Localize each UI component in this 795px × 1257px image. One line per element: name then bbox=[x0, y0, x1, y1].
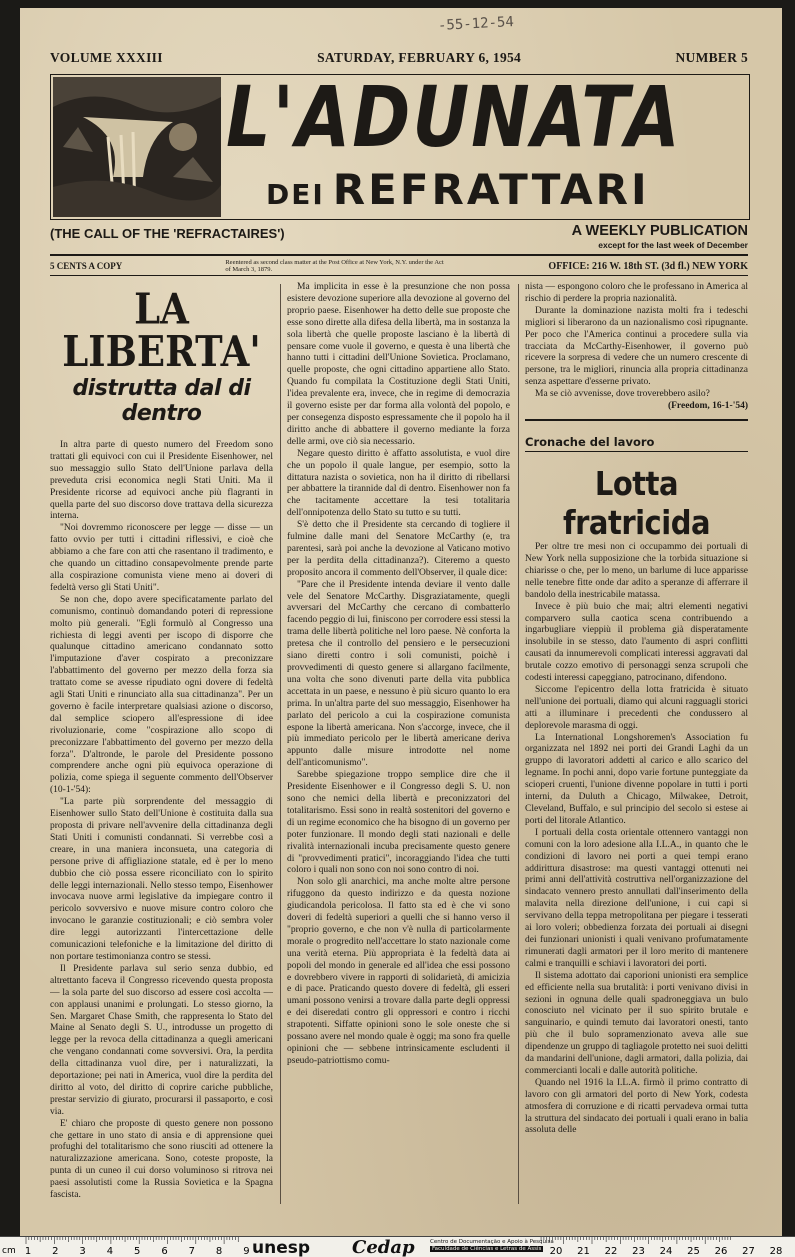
entered-notice: Reentered as second class matter at the Post Office at New York, N.Y. under the Act of March 3, 1879. bbox=[225, 258, 444, 273]
paragraph: Invece è più buio che mai; altri elementi negativi comparvero sulla caotica scena contribuendo a ingarbugliare vieppiù il problema già disperatamente insolubile in se stesso, dato l'aumento di aspri conflitti causati da innumerevoli complicati interessi aggravati dal brutale cozzo emotivo di personaggi senza scrupoli che codesti interessi capeggiano, patrocinano, difendono. bbox=[525, 601, 748, 684]
ruler-number: 23 bbox=[632, 1246, 645, 1257]
article2-body bbox=[525, 542, 748, 1137]
ruler-number: 21 bbox=[577, 1246, 590, 1257]
newspaper-page bbox=[20, 8, 782, 1236]
column-3 bbox=[525, 282, 748, 1212]
article1-headline: LA LIBERTA' bbox=[62, 283, 261, 377]
ruler-number: 1 bbox=[24, 1246, 32, 1257]
paragraph: "Pare che il Presidente intenda deviare il vento dalle vele del Senatore McCarthy. Disgraziatamente, quegli avversari del McCarthy che cercano di combatterlo facendo peggio di lui, finiscono per corrodere essi stessi la trama delle libertà politiche nel loro paese. Nè conforta la pretesa che il controllo del pensiero e le persecuzioni siano diretti contro i soli comunisti, poichè i provvedimenti di questo genere si allargano facilmente, una volta che sono divenuti parte della vita pubblica accettata in un paese, e nessuno è più sicuro quanto lo era prima. In un'altra parte del suo messaggio, Eisenhower ha parlato del pericolo a cui la cospirazione comunista espone la libertà americana. Non s'accorge, invece, che il più immediato pericolo per le libertà americane deriva appunto dalle misure introdotte nel nome dell'anticomunismo". bbox=[287, 579, 510, 769]
number-label: NUMBER 5 bbox=[675, 50, 748, 65]
article1-body-col1 bbox=[50, 440, 273, 1202]
paragraph: Negare questo diritto è affatto assolutista, e vuol dire che un popolo il quale langue, per esempio, sotto la dittatura nazista o sovietica, non ha il diritto di ribellarsi per abbattere la tirannide dal di dentro. Eisenhower non fa che tacitamente accettare la tesi totalitaria dell'onnipotenza dello Stato su tutto e su tutti. bbox=[287, 448, 510, 519]
paragraph: S'è detto che il Presidente sta cercando di togliere il fulmine dalle mani del Senatore McCarthy (e, tra parentesi, sarà poi anche la devozione al Vaticano motivo per la perdita della cittadinanza?). Citeremo a questo proposito ancora il commento dell'Observer, il quale dice: bbox=[287, 520, 510, 578]
paragraph: La International Longshoremen's Association fu organizzata nel 1892 nei porti dei Grandi Laghi da un gruppo di lavoratori addetti al carico e allo scarico del legname. In pochi anni, dopo varie fortune punteggiate da scioperi cruenti, l'unione divenne popolare in tutti i porti interni, da Duluth a Chicago, Milwakee, Detroit, Cleveland, Buffalo, e sul principio del secolo si estese ai porti del litorale Atlantico. bbox=[525, 732, 748, 826]
cedap-logo: Cedap bbox=[352, 1237, 415, 1257]
handwritten-note: -55-12-54 bbox=[437, 14, 515, 34]
date-label: SATURDAY, FEBRUARY 6, 1954 bbox=[317, 50, 522, 65]
column-rule bbox=[518, 284, 519, 1204]
ruler-number: 25 bbox=[687, 1246, 700, 1257]
masthead-title: L'ADUNATA bbox=[226, 67, 682, 167]
paragraph: Siccome l'epicentro della lotta fratricida è situato nell'unione dei portuali, diamo qui alcuni ragguagli storici atti a illuminare i precedenti che condussero al deplorevole marasma di oggi. bbox=[525, 684, 748, 731]
paragraph: Per oltre tre mesi non ci occupammo dei portuali di New York nella supposizione che la torbida situazione si chiarisse o che, per lo meno, un barlume di luce apparisse nelle tenebre fitte onde dar adito a speranze di afferrare il bandolo della inestricabile matassa. bbox=[525, 542, 748, 600]
column-rule bbox=[280, 284, 281, 1204]
article1-subheadline: distrutta dal di dentro bbox=[72, 376, 251, 426]
weekly-publication: A WEEKLY PUBLICATION bbox=[571, 223, 748, 239]
ruler-number: 26 bbox=[714, 1246, 728, 1257]
ruler-number: 20 bbox=[549, 1246, 563, 1257]
header-infoline bbox=[50, 254, 748, 276]
article1-body-col3 bbox=[525, 282, 748, 401]
paragraph: Non solo gli anarchici, ma anche molte altre persone rifuggono da questo indirizzo e da questa nozione giudicandola pericolosa. Il fatto sta ed è che vi sono doveri di fedeltà superiori a quelli che si hanno verso il "proprio governo, e che non v'è nulla di particolarmente morale o progredito nell'accettare lo stato nazionale come una verità eterna. Più appropriata è la fedeltà data ai popoli del mondo in generale ed all'idea che essi possono e dovrebbero vivere in rapporti di solidarietà, di amicizia e di pace. Praticando questo dovere di fedeltà, gli esseri umani possono venirsi a trovare dalla parte degli oppressi e dei diseredati contro gli oppressori e contro i ricchi strapotenti. Siffatte opinioni sono le sole oneste che si possano avere nel mondo quale è oggi; ma sono fra quelle opinioni che — sebbene intrinsicamente escludenti il pseudo-patriottismo comu- bbox=[287, 877, 510, 1066]
ruler-unit: cm bbox=[2, 1246, 16, 1256]
header-topline bbox=[50, 50, 748, 66]
weekly-label bbox=[572, 224, 748, 249]
paragraph: nista — espongono coloro che le professano in America al rischio di perdere la propria nazionalità. bbox=[525, 282, 748, 304]
ruler-number: 7 bbox=[188, 1246, 195, 1257]
price-label: 5 CENTS A COPY bbox=[50, 261, 123, 271]
weekly-except: except for the last week of December bbox=[598, 239, 748, 250]
paragraph: In altra parte di questo numero del Freedom sono trattati gli equivoci con cui il Presidente Eisenhower, nel suo messaggio sullo Stato dell'Unione parlava della preveduta crisi economica negli Stati Uniti. Ma il Presidente ricorse ad equivoci anche più flagranti in quella parte del suo discorso dove trattava della sicurezza interna. bbox=[50, 440, 273, 522]
waterfall-illustration-icon bbox=[53, 77, 221, 217]
cedap-caption-line2: Faculdade de Ciências e Letras de Assis bbox=[432, 1246, 542, 1252]
ruler-number: 8 bbox=[215, 1246, 223, 1257]
ruler-number: 2 bbox=[52, 1246, 59, 1257]
ruler-number: 22 bbox=[604, 1246, 618, 1257]
paragraph: Quando nel 1916 la I.L.A. firmò il primo contratto di lavoro con gli armatori del porto di New York, codesta atmosfera di corruzione e di ricatti pervadeva ormai tutta la struttura del sindacato dei portuali i quali erano in balia assoluta delle bbox=[525, 1077, 748, 1136]
paragraph: E' chiaro che proposte di questo genere non possono che gettare in uno stato di ansia e di apprensione quei profughi del totalitarismo che sono riusciti ad ottenere la naturalizzazione americana. Sono, coteste proposte, la punta di un cuneo il cui dorso voluminoso si ritrova nei paesi assolutisti come la Russia Sovietica e la Spagna fascista. bbox=[50, 1118, 273, 1201]
ruler-number: 27 bbox=[742, 1246, 755, 1257]
ruler-number: 9 bbox=[243, 1246, 250, 1257]
paragraph: Sarebbe spiegazione troppo semplice dire che il Presidente Eisenhower e il Congresso degli S. U. non sono che nemici della libertà e preconizzatori del totalitarismo. Essi sono in realtà sostenitori del governo e di un regime economico che ha bisogno di un governo per poter funzionare. Il mondo degli stati nazionali e delle rivalità internazionali incuba precisamente questo genere di "provvedimenti pratici", incoraggiando l'idea che tutti coloro i quali non sono con noi sono contro di noi. bbox=[287, 770, 510, 876]
column-1 bbox=[50, 282, 273, 1212]
paragraph: Durante la dominazione nazista molti fra i tedeschi migliori si liberarono da un nazionalismo così ripugnante. Per poco che l'America continui a procedere sulla via tracciata da McCarthy-Eisenhower, il governo può ricevere la sorpresa di vedere che un numero crescente di persone, tra le migliori, rinuncia alla propria cittadinanza senza aspettare d'esserne privato. bbox=[525, 305, 748, 388]
header-subline bbox=[50, 224, 748, 249]
section-title: Cronache del lavoro bbox=[525, 435, 748, 452]
paragraph: Ma implicita in esse è la presunzione che non possa esistere devozione superiore alla devozione al governo del proprio paese. Eisenhower ha detto delle sue proposte che esse sono dirette alla difesa della libertà, ma in sostanza la sola libertà che quelle proposte lasciano è la libertà di pensare come vuole il governo, e questa è una libertà che hanno tutti i cittadini dell'Unione Sovietica. Proclamano, quelle proposte, che ogni cittadino appartiene allo Stato. Quando fu compilata la Costituzione degli Stati Uniti, l'idea prevalente era, invece, che in regime di democrazia il governo esiste per dar forma alla volontà del popolo, e per consegenza disposto espressamente che il popolo ha il diritto anche di abbattere il governo mediante la forza delle armi, ove ciò sia necessario. bbox=[287, 282, 510, 447]
paragraph: "La parte più sorprendente del messaggio di Eisenhower sullo Stato dell'Unione è costituita dalla sua proposta di privare nell'avvenire della cittadinanza degli Stati Uniti i comunisti condannati. Si verrebbe così a creare, in una maniera inconsueta, una categoria di persone prive di affigliazione statale, ed è per lo meno dubbio che ciò possa essere riconciliato con lo spirito delle leggi internazionali. Nello stesso tempo, Eisenhower invocava nuove armi legislative da impiegare contro il pericolo sovversivo e nuove misure contro coloro che invocano le garanzie costituzionali; e ciò sembra voler dire leggi autorizzanti l'intercettazione delle comunicazioni telefoniche e la limitazione del diritto di non portare testimonianza contro se stessi. bbox=[50, 797, 273, 962]
paragraph: I portuali della costa orientale ottennero vantaggi non comuni con la loro adesione alla I.L.A., in quanto che le condizioni di lavoro nei porti a quei tempi erano addirittura disastrose: ma questi vantaggi ottenuti nei primi anni dell'attività costruttiva nell'organizzazione del sindacato vennero presto annullati dall'inserimento della malavita nella direzione dell'unione, i cui capi si servivano della teppa metropolitana per piegare i tesserati ai loro voleri; obbedienza forzata dei portuali ai disegni dei funzionari unionisti i quali venivano profumatamente rimunerati dagli armatori per il loro merito di mantenere calmi e tranquilli e schiavi i lavoratori dei porti. bbox=[525, 827, 748, 969]
paragraph: Il sistema adottato dai caporioni unionisti era semplice ed efficiente nella sua brutalità: i porti venivano divisi in sezioni in ognuna delle quali spadroneggiava un bulo conosciuto nel vicinato per il suo spirito brutale e sanguinario, e quindi temuto dai lavoratori onesti, tanto più che il bulo sopramenzionato aveva alle sue dipendenze un gruppo di tagliagole protetto nei suoi delitti da mandarini dell'unione, dagli armatori, dalla polizia, dai commercianti locali e dalle autorità politiche. bbox=[525, 970, 748, 1076]
volume-label: VOLUME XXXIII bbox=[50, 50, 163, 65]
article1-body-col2 bbox=[287, 282, 510, 1068]
ruler-number: 28 bbox=[769, 1246, 783, 1257]
masthead-subtitle bbox=[266, 165, 650, 214]
section-divider bbox=[525, 419, 748, 421]
masthead-subtitle-large: REFRATTARI bbox=[332, 165, 650, 214]
article-columns bbox=[50, 282, 750, 1212]
column-2 bbox=[287, 282, 510, 1212]
ruler-number: 4 bbox=[106, 1246, 114, 1257]
ruler-number: 6 bbox=[161, 1246, 168, 1257]
scale-ruler bbox=[0, 1236, 795, 1257]
paragraph: Ma se ciò avvenisse, dove troverebbero asilo? bbox=[535, 389, 710, 400]
ruler-number: 3 bbox=[79, 1246, 86, 1257]
ruler-number: 5 bbox=[134, 1246, 141, 1257]
article2-headline: Lotta fratricida bbox=[562, 464, 711, 543]
call-label: (THE CALL OF THE 'REFRACTAIRES') bbox=[50, 226, 285, 241]
paragraph: Se non che, dopo avere specificatamente parlato del comunismo, continuò domandando poteri di repressione molto più generali. "Egli formulò al Congresso una richiesta di leggi aventi per iscopo di disporre che qualunque cittadino americano condannato sotto l'imputazione d'aver cospirato a preconizzare l'abbattimento del governo per mezzo della forza sia trattato come se avesse ripudiato ogni dovere di fedeltà agli Stati Uniti e rinunciato alla sua cittadinanza". Per un governo è facile interpretare qualsiasi azione o discorso, dal semplice sciopero all'espressione di idee rivoluzionarie, come "cospirazione allo scopo di preconizzare l'abbattimento del governo per mezzo della forza". D'altronde, le parole del Presidente possono comprendere anche ogni più equivoca operazione di polizia, come spiega il seguente commento dell'Observer (10-1-'54): bbox=[50, 594, 273, 796]
paragraph: Il Presidente parlava sul serio senza dubbio, ed altrettanto faceva il Congresso ricevendo questa proposta — la sola parte del suo discorso ad essere così accolta — con applausi unanimi e prolungati. Lo stesso giorno, la Sen. Margaret Chase Smith, che rappresenta lo Stato del Maine al Senato degli S. U., introdusse un progetto di legge per la revoca della cittadinanza a quegli americani che vengano condannati come sovversivi. Ora, la perdita della cittadinanza vuol dire, per i naturalizzati, la deportazione; pei nati in America, vuol dire la perdita del diritto al voto, del diritto di coprire cariche pubbliche, prestar servizio di giurato, procurarsi il passaporto, e così via. bbox=[50, 963, 273, 1117]
cedap-caption bbox=[430, 1239, 554, 1253]
office-address: OFFICE: 216 W. 18th ST. (3d fl.) NEW YORK bbox=[548, 260, 748, 272]
masthead bbox=[50, 67, 750, 220]
paragraph: "Noi dovremmo riconoscere per legge — disse — un fatto ovvio per tutti i cittadini riflessivi, e cioè che abbiamo a che fare con atti che rasentano il tradimento, e che quando un cittadino consapevolmente prende parte alla cospirazione comunista viene meno ai doveri di fedeltà verso gli Stati Uniti". bbox=[50, 523, 273, 593]
unesp-logo: unesp bbox=[252, 1238, 311, 1257]
cedap-caption-line1: Centro de Documentação e Apoio à Pesquisa bbox=[430, 1239, 554, 1245]
masthead-subtitle-small: DEI bbox=[266, 178, 325, 211]
masthead-illustration bbox=[53, 77, 221, 217]
article1-signature: (Freedom, 16-1-'54) bbox=[667, 401, 748, 412]
ruler-number: 24 bbox=[659, 1246, 673, 1257]
